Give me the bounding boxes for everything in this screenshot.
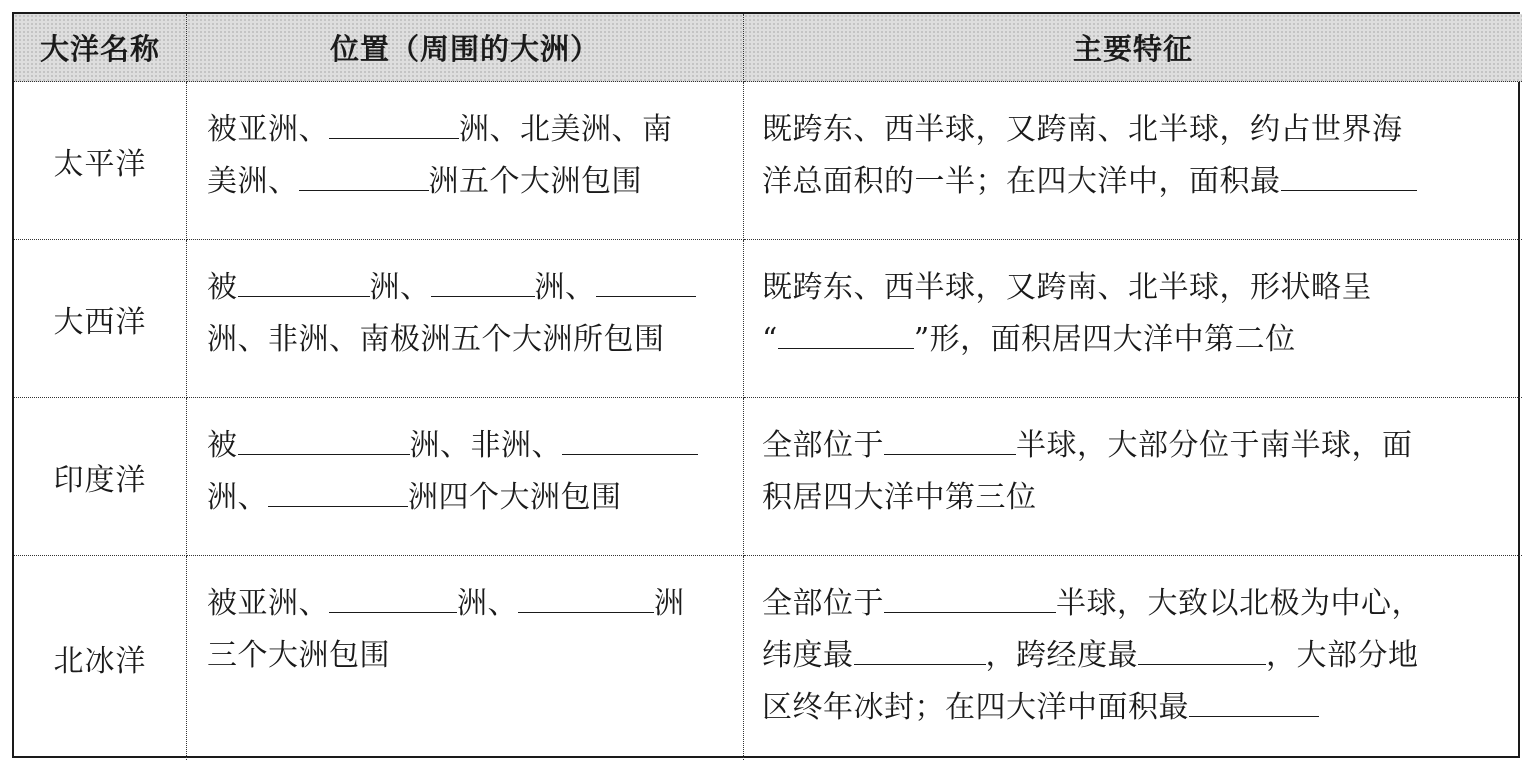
text-line [762, 262, 1508, 314]
text-segment: 被亚洲、 [207, 112, 329, 147]
text-segment: 洋总面积的一半；在四大洋中，面积最 [762, 164, 1281, 199]
text-line [762, 682, 1508, 734]
feature-cell [744, 398, 1522, 556]
location-cell [187, 556, 744, 760]
text-segment: 区终年冰封；在四大洋中面积最 [762, 690, 1189, 725]
answer-blank [329, 582, 457, 613]
feature-cell [744, 240, 1522, 398]
ocean-name-cell [14, 398, 187, 556]
answer-blank [562, 424, 698, 455]
text-segment: 全部位于 [762, 586, 884, 621]
feature-cell [744, 556, 1522, 760]
text-line [762, 578, 1508, 630]
text-segment: 洲五个大洲包围 [428, 164, 642, 199]
text-segment: 全部位于 [762, 428, 884, 463]
text-line [762, 472, 1508, 524]
answer-blank [884, 582, 1056, 613]
answer-blank [299, 160, 429, 191]
answer-blank [268, 476, 408, 507]
answer-blank [518, 582, 654, 613]
ocean-name-cell [14, 240, 187, 398]
text-line [207, 104, 729, 156]
text-segment: “ [762, 322, 778, 357]
ocean-table [12, 12, 1520, 758]
text-line [762, 104, 1508, 156]
text-segment: 半球，大致以北极为中心， [1056, 586, 1422, 621]
text-line [207, 314, 729, 366]
ocean-name: 北冰洋 [53, 644, 147, 679]
text-segment: 三个大洲包围 [207, 638, 390, 673]
answer-blank [1189, 686, 1319, 717]
ocean-name: 印度洋 [53, 462, 147, 498]
answer-blank [884, 424, 1016, 455]
text-segment: 洲、非洲、南极洲五个大洲所包围 [207, 322, 665, 357]
text-segment: 被 [207, 270, 238, 305]
text-line [207, 578, 729, 630]
text-segment: 纬度最 [762, 638, 854, 673]
text-segment: 洲、 [369, 270, 431, 305]
text-segment: 既跨东、西半球，又跨南、北半球，约占世界海 [762, 112, 1403, 147]
text-line [207, 262, 729, 314]
location-cell [187, 398, 744, 556]
answer-blank [1138, 634, 1266, 665]
answer-blank [238, 424, 410, 455]
text-segment: 被亚洲、 [207, 586, 329, 621]
answer-blank [238, 266, 370, 297]
text-segment: 洲四个大洲包围 [408, 480, 622, 515]
text-segment: ，大部分地 [1266, 638, 1419, 673]
header-location-text: 位置（周围的大洲） [329, 32, 600, 66]
text-segment: 洲 [654, 586, 685, 621]
ocean-name-cell [14, 556, 187, 760]
text-segment: 洲、 [457, 586, 518, 621]
text-segment: 洲、北美洲、南 [459, 112, 673, 147]
text-segment: 既跨东、西半球，又跨南、北半球，形状略呈 [762, 270, 1372, 305]
text-segment: 洲、非洲、 [409, 428, 562, 463]
location-cell [187, 82, 744, 240]
text-line [207, 156, 729, 208]
ocean-name-cell [14, 82, 187, 240]
answer-blank [854, 634, 986, 665]
text-line [207, 630, 729, 682]
text-segment: 美洲、 [207, 164, 299, 199]
text-segment: 被 [207, 428, 238, 463]
header-ocean-name [14, 14, 187, 82]
ocean-name: 太平洋 [53, 146, 147, 182]
answer-blank [596, 266, 696, 297]
text-line [207, 420, 729, 472]
answer-blank [778, 318, 914, 349]
header-features-text: 主要特征 [1072, 32, 1193, 66]
text-segment: ，跨经度最 [985, 638, 1138, 673]
text-line [762, 630, 1508, 682]
location-cell [187, 240, 744, 398]
answer-blank [329, 108, 459, 139]
header-location [187, 14, 744, 82]
text-segment: 洲、 [534, 270, 596, 305]
text-segment: 半球，大部分位于南半球，面 [1016, 428, 1413, 463]
text-segment: ”形，面积居四大洋中第二位 [913, 322, 1296, 357]
answer-blank [431, 266, 535, 297]
header-features [744, 14, 1522, 82]
text-segment: 洲、 [207, 480, 268, 515]
text-line [762, 156, 1508, 208]
text-line [207, 472, 729, 524]
ocean-name: 大西洋 [53, 304, 147, 340]
text-line [762, 314, 1508, 366]
text-line [762, 420, 1508, 472]
header-ocean-name-text: 大洋名称 [39, 32, 160, 66]
text-segment: 积居四大洋中第三位 [762, 480, 1037, 515]
feature-cell [744, 82, 1522, 240]
answer-blank [1281, 160, 1417, 191]
